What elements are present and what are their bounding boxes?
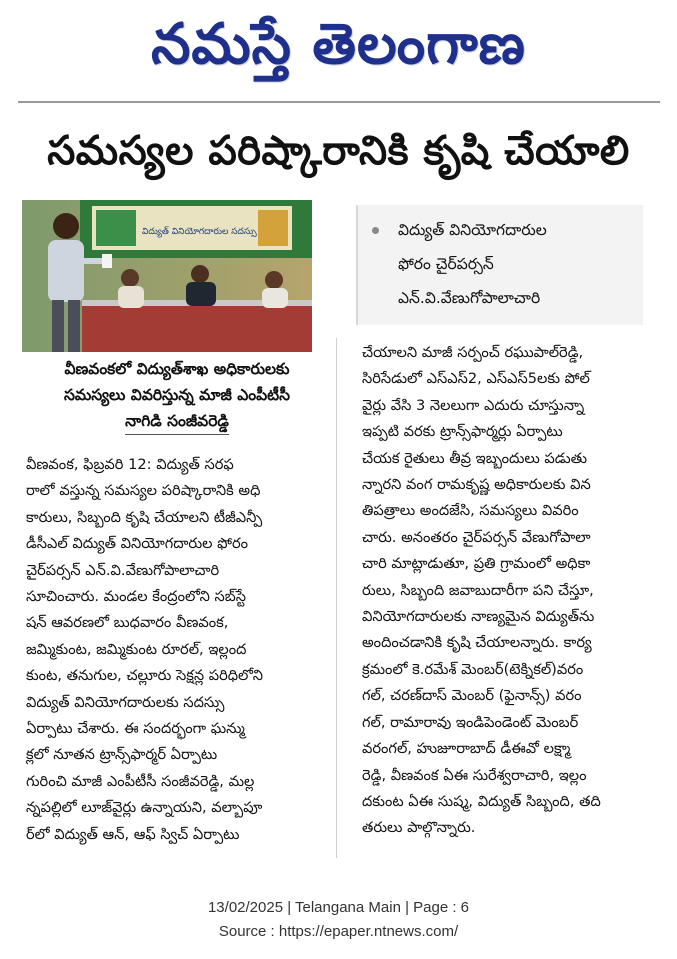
body-line: చేయాలని మాజీ సర్పంచ్ రఘుపాల్‌రెడ్డి,	[362, 344, 584, 361]
bullet-icon	[372, 227, 379, 234]
body-line: డీసీఎల్ విద్యుత్ వినియోగదారుల ఫోరం	[26, 535, 249, 553]
article-headline: సమస్యల పరిష్కారానికి కృషి చేయాలి	[47, 128, 630, 174]
callout-line: ఎన్.వి.వేణుగోపాలాచారి	[398, 289, 541, 307]
photo-caption	[22, 356, 332, 435]
body-line: షన్ ఆవరణలో బుధవారం వీణవంక,	[26, 614, 229, 632]
body-line: వరంగల్, హుజూరాబాద్ డీఈవో లక్ష్మా	[362, 740, 571, 758]
body-line: తరులు పాల్గొన్నారు.	[362, 819, 476, 837]
column-divider	[336, 338, 337, 858]
body-line: చైర్‌పర్సన్ ఎన్.వి.వేణుగోపాలాచారి	[26, 561, 220, 579]
caption-line: నాగిడి సంజీవరెడ్డి	[125, 408, 229, 435]
article-photo	[22, 200, 312, 352]
body-line: సిరిసేడులో ఎస్ఎస్2, ఎస్ఎస్5లకు పోల్	[362, 370, 590, 388]
callout-line: ఫోరం చైర్‌పర్సన్	[398, 255, 494, 273]
body-line: గల్, చరణ్‌దాస్ మెంబర్ (ఫైనాన్స్) వరం	[362, 687, 582, 705]
body-line: ఇప్పటి వరకు ట్రాన్స్‌ఫార్మర్లు ఏర్పాటు	[362, 423, 563, 441]
caption-line: వీణవంకలో విద్యుత్‌శాఖ అధికారులకు	[64, 360, 290, 378]
body-line: గురించి మాజీ ఎంపీటీసీ సంజీవరెడ్డి, మల్ల	[26, 772, 255, 790]
body-line: కుంట, తనుగుల, చల్లూరు సెక్షన్ల పరిధిలోని	[26, 667, 263, 685]
body-line: చారి మాట్లాడుతూ, ప్రతి గ్రామంలో అధికా	[362, 555, 591, 573]
body-line: న్నపల్లిలో లూజ్‌వైర్లు ఉన్నాయని, వల్బాపూ	[26, 799, 263, 817]
body-line: కారులు, సిబ్బంది కృషి చేయాలని టీజీఎన్పీ	[26, 508, 263, 526]
body-line: రులు, సిబ్బంది జవాబుదారీగా పని చేస్తూ,	[362, 581, 594, 599]
body-line: వీణవంక, ఫిబ్రవరి 12: విద్యుత్ సరఫ	[26, 456, 234, 473]
caption-line: సమస్యలు వివరిస్తున్న మాజీ ఎంపీటీసీ	[63, 386, 291, 404]
body-line: న్నారని వంగ రామకృష్ణ అధికారులకు విన	[362, 476, 591, 494]
body-line: క్లలో నూతన ట్రాన్స్‌ఫార్మర్ ఏర్పాటు	[26, 746, 218, 764]
body-line: చారు. అనంతరం చైర్‌పర్సన్ వేణుగోపాలా	[362, 528, 591, 546]
callout-line: విద్యుత్ వినియోగదారుల	[398, 221, 547, 239]
body-line: విద్యుత్ వినియోగదారులకు సదస్సు	[26, 693, 225, 711]
body-line: గల్, రామారావు ఇండిపెండెంట్ మెంబర్	[362, 713, 579, 731]
masthead-divider	[18, 101, 660, 103]
body-line: తిపత్రాలు అందజేసి, సమస్యలు వివరిం	[362, 502, 579, 520]
article-body-left-column	[26, 452, 322, 848]
body-line: సూచించారు. మండల కేంద్రంలోని సబ్‌స్టే	[26, 588, 246, 606]
body-line: వైర్లు వేసి 3 నెలలుగా ఎదురు చూస్తున్నా	[362, 396, 585, 414]
body-line: రాలో వస్తున్న సమస్యల పరిష్కారానికి అధి	[26, 482, 261, 500]
edition-info: 13/02/2025 | Telangana Main | Page : 6	[207, 899, 470, 916]
body-line: వినియోగదారులకు నాణ్యమైన విద్యుత్‌ను	[362, 608, 595, 626]
body-line: క్రమంలో కె.రమేశ్ మెంబర్(టెక్నికల్)వరం	[362, 660, 584, 678]
page-footer	[0, 896, 677, 944]
article-body-right-column	[362, 340, 660, 842]
body-line: ర్‌లో విద్యుత్ ఆన్, ఆఫ్ స్విచ్ ఏర్పాటు	[26, 825, 240, 843]
highlight-box	[356, 205, 643, 325]
banner-text: విద్యుత్ వినియోగదారుల సదస్సు	[142, 227, 257, 237]
meeting-photo-illustration	[22, 200, 312, 352]
body-line: చేయక రైతులు తీవ్ర ఇబ్బందులు పడుతు	[362, 449, 588, 467]
body-line: దకుంట ఏఈ సుష్మ, విద్యుత్ సిబ్బంది, తది	[362, 792, 601, 810]
newspaper-masthead: నమస్తే తెలంగాణ	[151, 11, 526, 77]
source-link[interactable]: Source : https://epaper.ntnews.com/	[218, 923, 459, 940]
body-line: జమ్మికుంట, జమ్మికుంట రూరల్, ఇల్లంద	[26, 640, 247, 658]
body-line: ఏర్పాటు చేశారు. ఈ సందర్భంగా ఘన్ము	[26, 720, 245, 738]
body-line: అందించడానికి కృషి చేయాలన్నారు. కార్య	[362, 634, 592, 652]
body-line: రెడ్డి, వీణవంక ఏఈ సురేశ్వరాచారి, ఇల్లం	[362, 766, 587, 784]
